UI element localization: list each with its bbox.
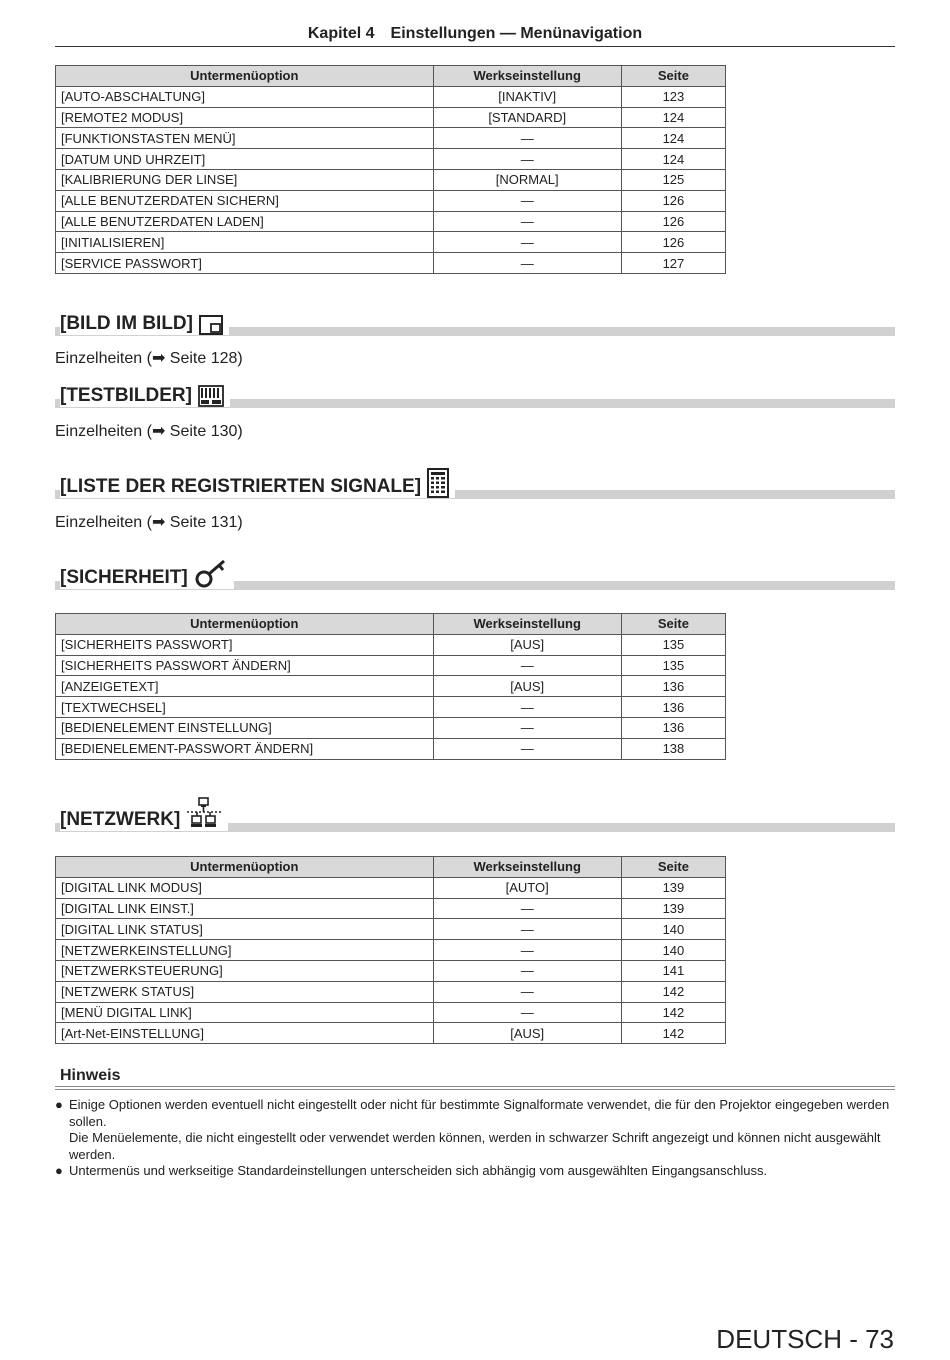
- network-icon: [186, 797, 222, 831]
- cell-default: [STANDARD]: [433, 107, 621, 128]
- cell-default: [AUS]: [433, 634, 621, 655]
- cell-default: [AUS]: [433, 1023, 621, 1044]
- column-header-option: Untermenüoption: [56, 614, 434, 635]
- cell-default: [INAKTIV]: [433, 86, 621, 107]
- table-row: [56, 149, 726, 170]
- section-title: [TESTBILDER]: [60, 385, 192, 406]
- cell-page: 141: [621, 960, 725, 981]
- cell-default: —: [433, 655, 621, 676]
- table-row: [56, 1002, 726, 1023]
- submenu-table-general: [55, 65, 726, 274]
- cell-default: —: [433, 738, 621, 759]
- note-text: Einige Optionen werden eventuell nicht eingestellt oder nicht für bestimmte Signalformate verwendet, die für den Projektor eingegeben werden sollen.: [69, 1097, 890, 1129]
- table-row: [56, 697, 726, 718]
- note-heading: [55, 1066, 895, 1090]
- column-header-page: Seite: [621, 66, 725, 87]
- cell-option: [ALLE BENUTZERDATEN LADEN]: [56, 211, 434, 232]
- cell-default: —: [433, 981, 621, 1002]
- cell-page: 127: [621, 253, 725, 274]
- section-title: [BILD IM BILD]: [60, 313, 193, 334]
- cell-page: 126: [621, 211, 725, 232]
- section-title: [LISTE DER REGISTRIERTEN SIGNALE]: [60, 476, 422, 497]
- cell-default: —: [433, 697, 621, 718]
- picture-in-picture-icon: [199, 315, 223, 335]
- table-row: [56, 169, 726, 190]
- section-title: [NETZWERK]: [60, 809, 181, 830]
- cell-page: 139: [621, 877, 725, 898]
- note-title: Hinweis: [60, 1067, 121, 1084]
- table-row: [56, 128, 726, 149]
- section-heading-signals: [55, 463, 895, 499]
- table-row: [56, 738, 726, 759]
- cell-page: 124: [621, 128, 725, 149]
- cell-option: [ALLE BENUTZERDATEN SICHERN]: [56, 190, 434, 211]
- cell-page: 140: [621, 919, 725, 940]
- cell-page: 124: [621, 107, 725, 128]
- table-row: [56, 232, 726, 253]
- table-row: [56, 655, 726, 676]
- cell-page: 126: [621, 190, 725, 211]
- section-title: [SICHERHEIT]: [60, 567, 188, 588]
- cell-option: [TEXTWECHSEL]: [56, 697, 434, 718]
- cell-default: —: [433, 940, 621, 961]
- cell-default: [AUS]: [433, 676, 621, 697]
- cell-option: [DIGITAL LINK EINST.]: [56, 898, 434, 919]
- cell-option: [AUTO-ABSCHALTUNG]: [56, 86, 434, 107]
- submenu-table-network: [55, 856, 726, 1044]
- chapter-title: Einstellungen — Menünavigation: [390, 25, 643, 42]
- column-header-default: Werkseinstellung: [433, 66, 621, 87]
- bullet: ●: [55, 1097, 63, 1112]
- table-row: [56, 919, 726, 940]
- section-heading-test: [55, 372, 895, 408]
- table-row: [56, 898, 726, 919]
- cell-page: 139: [621, 898, 725, 919]
- table-row: [56, 211, 726, 232]
- cell-default: —: [433, 149, 621, 170]
- cell-option: [Art-Net-EINSTELLUNG]: [56, 1023, 434, 1044]
- note-item: [55, 1097, 895, 1163]
- section-heading-pip: [55, 300, 895, 336]
- section-detail-signals: Einzelheiten (➡ Seite 131): [55, 514, 243, 531]
- submenu-table-security: [55, 613, 726, 760]
- cell-page: 135: [621, 634, 725, 655]
- cell-page: 125: [621, 169, 725, 190]
- cell-option: [INITIALISIEREN]: [56, 232, 434, 253]
- signal-list-icon: [427, 468, 449, 498]
- note-text: Die Menüelemente, die nicht eingestellt oder verwendet werden können, werden in schwarzer Schrift angezeigt und können nicht ausgewählt werden.: [69, 1130, 881, 1162]
- cell-page: 135: [621, 655, 725, 676]
- cell-default: —: [433, 232, 621, 253]
- section-detail-test: Einzelheiten (➡ Seite 130): [55, 423, 243, 440]
- table-row: [56, 717, 726, 738]
- cell-default: —: [433, 211, 621, 232]
- cell-default: —: [433, 717, 621, 738]
- cell-page: 140: [621, 940, 725, 961]
- table-row: [56, 877, 726, 898]
- cell-option: [NETZWERKSTEUERUNG]: [56, 960, 434, 981]
- cell-page: 136: [621, 676, 725, 697]
- cell-default: [AUTO]: [433, 877, 621, 898]
- cell-option: [KALIBRIERUNG DER LINSE]: [56, 169, 434, 190]
- table-row: [56, 634, 726, 655]
- table-row: [56, 107, 726, 128]
- cell-default: —: [433, 919, 621, 940]
- column-header-option: Untermenüoption: [56, 857, 434, 878]
- section-heading-security: [55, 554, 895, 590]
- test-pattern-icon: [198, 385, 224, 407]
- cell-default: —: [433, 898, 621, 919]
- cell-page: 126: [621, 232, 725, 253]
- table-row: [56, 981, 726, 1002]
- note-list: [55, 1097, 895, 1180]
- section-heading-network: [55, 796, 895, 832]
- table-header-row: [56, 614, 726, 635]
- chapter-label: Kapitel 4: [307, 25, 375, 42]
- cell-option: [ANZEIGETEXT]: [56, 676, 434, 697]
- cell-default: —: [433, 190, 621, 211]
- cell-option: [NETZWERK STATUS]: [56, 981, 434, 1002]
- cell-option: [SICHERHEITS PASSWORT]: [56, 634, 434, 655]
- column-header-default: Werkseinstellung: [433, 614, 621, 635]
- table-row: [56, 86, 726, 107]
- page-number: DEUTSCH - 73: [716, 1324, 894, 1354]
- bullet: ●: [55, 1163, 63, 1179]
- table-row: [56, 190, 726, 211]
- cell-option: [SERVICE PASSWORT]: [56, 253, 434, 274]
- cell-option: [MENÜ DIGITAL LINK]: [56, 1002, 434, 1023]
- table-row: [56, 1023, 726, 1044]
- column-header-default: Werkseinstellung: [433, 857, 621, 878]
- column-header-page: Seite: [621, 857, 725, 878]
- cell-option: [NETZWERKEINSTELLUNG]: [56, 940, 434, 961]
- cell-page: 142: [621, 1002, 725, 1023]
- cell-page: 136: [621, 697, 725, 718]
- table-header-row: [56, 857, 726, 878]
- cell-option: [SICHERHEITS PASSWORT ÄNDERN]: [56, 655, 434, 676]
- cell-page: 124: [621, 149, 725, 170]
- table-header-row: [56, 66, 726, 87]
- cell-default: —: [433, 1002, 621, 1023]
- table-row: [56, 960, 726, 981]
- cell-page: 136: [621, 717, 725, 738]
- note-item: [55, 1163, 895, 1180]
- table-row: [56, 253, 726, 274]
- column-header-option: Untermenüoption: [56, 66, 434, 87]
- page-header: [55, 24, 895, 47]
- note-rule: [55, 1086, 895, 1090]
- cell-option: [BEDIENELEMENT EINSTELLUNG]: [56, 717, 434, 738]
- cell-default: —: [433, 960, 621, 981]
- column-header-page: Seite: [621, 614, 725, 635]
- cell-default: —: [433, 128, 621, 149]
- key-icon: [194, 559, 228, 589]
- cell-option: [DIGITAL LINK STATUS]: [56, 919, 434, 940]
- table-row: [56, 676, 726, 697]
- cell-default: [NORMAL]: [433, 169, 621, 190]
- cell-option: [REMOTE2 MODUS]: [56, 107, 434, 128]
- cell-option: [FUNKTIONSTASTEN MENÜ]: [56, 128, 434, 149]
- cell-page: 142: [621, 981, 725, 1002]
- cell-option: [BEDIENELEMENT-PASSWORT ÄNDERN]: [56, 738, 434, 759]
- cell-page: 138: [621, 738, 725, 759]
- cell-option: [DATUM UND UHRZEIT]: [56, 149, 434, 170]
- cell-page: 123: [621, 86, 725, 107]
- table-row: [56, 940, 726, 961]
- cell-default: —: [433, 253, 621, 274]
- note-text: Untermenüs und werkseitige Standardeinstellungen unterscheiden sich abhängig vom ausgewählten Eingangsanschluss.: [69, 1163, 768, 1179]
- cell-page: 142: [621, 1023, 725, 1044]
- section-detail-pip: Einzelheiten (➡ Seite 128): [55, 350, 243, 367]
- cell-option: [DIGITAL LINK MODUS]: [56, 877, 434, 898]
